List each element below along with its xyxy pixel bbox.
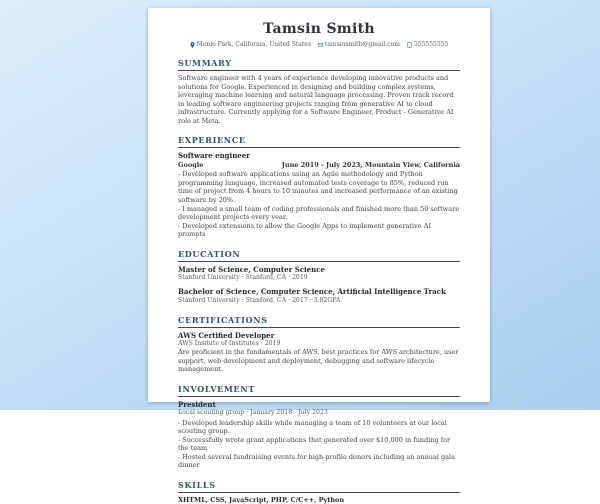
section-summary [178, 58, 460, 125]
section-education [178, 249, 460, 305]
job-dates-location: June 2019 - July 2023, Mountain View, California [281, 160, 460, 169]
section-certifications [178, 315, 460, 374]
involvement-bullet: - Successfully wrote grant applications that generated over $10,000 in funding for the team [178, 435, 451, 453]
experience-bullet: - I managed a small team of coding professionals and finished more than 50 software development projects every year. [178, 204, 460, 222]
phone-icon [407, 42, 412, 48]
contact-row [178, 41, 460, 48]
resume-name: Tamsin Smith [263, 21, 375, 37]
involvement-role: President [178, 400, 216, 410]
summary-text: Software engineer with 4 years of experience developing innovative products and solutions for Google. Experienced in designing and building complex systems, leveraging machine learning and natural language processing. Proven track record in leading software engineering projects ranging from generative AI to cloud infrastructure. Currently applying for a Software Engineer, Product - Generative AI role at Meta. [178, 74, 454, 125]
resume-page [148, 8, 490, 504]
section-involvement [178, 384, 460, 470]
experience-bullet: - Developed software applications using an Agile methodology and Python programming language, increased automated tests coverage to 85%, reduced run time of project from 4 hours to 10 minutes and increased performance of an existing software by 20%. [178, 170, 458, 205]
education-entry [178, 265, 460, 282]
contact-phone [407, 41, 448, 48]
degree-details: Stanford University · Stanford, CA · 2017 · 3.82GPA [178, 296, 341, 304]
involvement-bullets [178, 419, 460, 470]
contact-email-text: tamsinsmith@gmail.com [324, 41, 400, 48]
certifications-heading: CERTIFICATIONS [178, 315, 460, 328]
section-skills [178, 480, 460, 504]
experience-bullets [178, 170, 460, 239]
skills-list: XHTML, CSS, JavaScript, PHP, C/C++, Python [178, 495, 345, 504]
contact-phone-text: 555555555 [413, 41, 449, 48]
degree-name: Master of Science, Computer Science [178, 264, 325, 274]
job-title: Software engineer [178, 151, 250, 161]
experience-entry [178, 151, 460, 238]
certification-issuer: AWS Insitute of Institutes · 2019 [178, 339, 281, 347]
contact-location-text: Menlo Park, California, United States [196, 41, 311, 48]
contact-email [318, 41, 400, 48]
involvement-bullet: - Developed leadership skills while managing a team of 10 volunteers at our local scouting group. [178, 418, 447, 436]
experience-bullet: - Developed extensions to allow the Google Apps to implement generative AI prompts [178, 221, 431, 239]
job-meta-row [178, 161, 460, 170]
involvement-org-dates: Local scouting group · January 2018 - July 2023 [178, 409, 328, 417]
company-name: Google [178, 160, 204, 169]
education-heading: EDUCATION [178, 249, 460, 262]
certification-name: AWS Certified Developer [178, 330, 275, 340]
certification-entry [178, 331, 460, 374]
degree-details: Stanford University · Stanford, CA · 2019 [178, 274, 308, 282]
skills-heading: SKILLS [178, 480, 460, 493]
certification-description: Are proficient in the fundamentals of AWS, best practices for AWS architecture, user support, web development and deployment, debugging and software lifecycle management. [178, 348, 459, 374]
summary-heading: SUMMARY [178, 58, 460, 71]
section-experience [178, 135, 460, 238]
involvement-entry [178, 400, 460, 470]
location-pin-icon [190, 42, 195, 48]
education-entry [178, 287, 460, 304]
contact-location [190, 41, 311, 48]
involvement-heading: INVOLVEMENT [178, 384, 460, 397]
degree-name: Bachelor of Science, Computer Science, Artificial Intelligence Track [178, 287, 446, 297]
experience-heading: EXPERIENCE [178, 135, 460, 148]
involvement-bullet: - Hosted several fundraising events for high-profile donors including an annual gala dinner [178, 452, 455, 470]
email-icon [318, 42, 323, 48]
